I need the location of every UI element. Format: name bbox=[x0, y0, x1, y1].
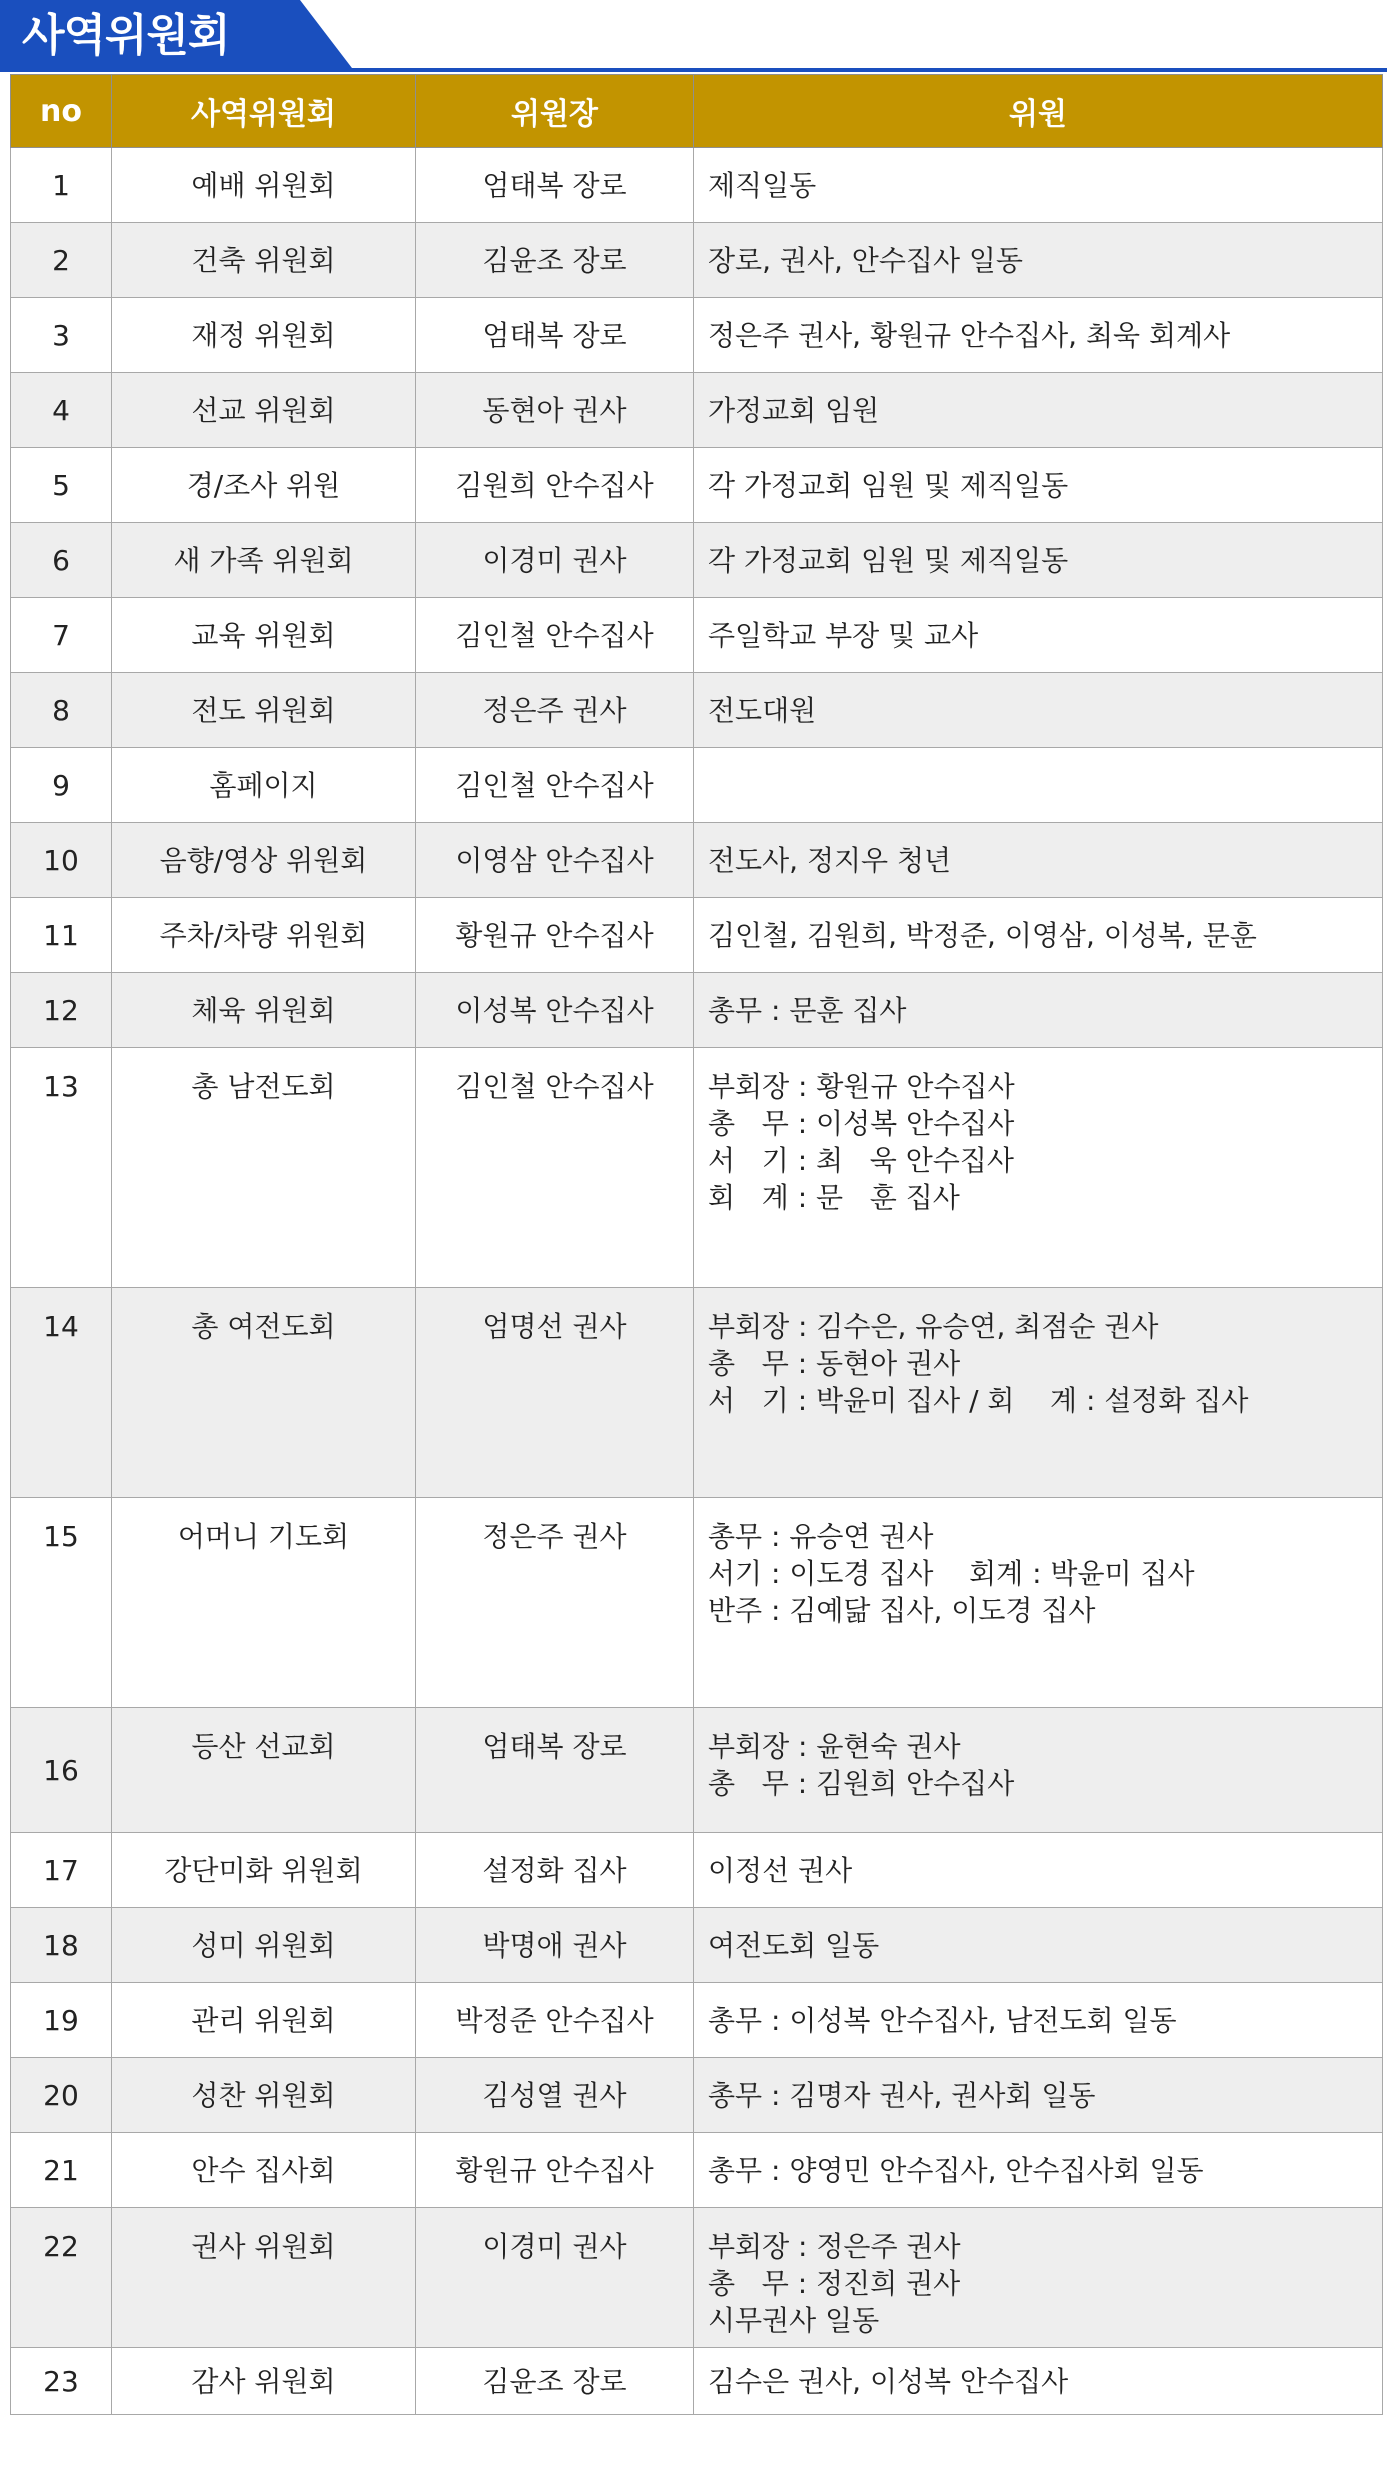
committee-name: 음향/영상 위원회 bbox=[112, 823, 416, 898]
chairperson: 김인철 안수집사 bbox=[416, 748, 694, 823]
row-number: 16 bbox=[11, 1708, 112, 1833]
members-cell bbox=[694, 223, 1383, 298]
member-line: 서 기 : 최 욱 안수집사 bbox=[708, 1144, 1014, 1177]
committee-name: 경/조사 위원 bbox=[112, 448, 416, 523]
committee-name: 총 남전도회 bbox=[112, 1048, 416, 1288]
committee-name: 새 가족 위원회 bbox=[112, 523, 416, 598]
chairperson: 엄태복 장로 bbox=[416, 1708, 694, 1833]
table-row bbox=[11, 748, 1383, 823]
member-line: 회 계 : 문 훈 집사 bbox=[708, 1181, 960, 1214]
members-cell bbox=[694, 448, 1383, 523]
member-line: 총무 : 문훈 집사 bbox=[708, 993, 907, 1027]
members-cell bbox=[694, 2208, 1383, 2348]
row-number: 17 bbox=[11, 1833, 112, 1908]
row-number: 5 bbox=[11, 448, 112, 523]
members-cell bbox=[694, 823, 1383, 898]
row-number: 3 bbox=[11, 298, 112, 373]
chairperson: 동현아 권사 bbox=[416, 373, 694, 448]
members-cell bbox=[694, 1498, 1383, 1708]
members-cell bbox=[694, 148, 1383, 223]
committee-name: 건축 위원회 bbox=[112, 223, 416, 298]
member-line: 총 무 : 이성복 안수집사 bbox=[708, 1107, 1015, 1140]
member-line: 총무 : 이성복 안수집사, 남전도회 일동 bbox=[708, 2003, 1177, 2037]
member-line: 서 기 : 박윤미 집사 / 회 계 : 설정화 집사 bbox=[708, 1384, 1249, 1417]
chairperson: 김인철 안수집사 bbox=[416, 1048, 694, 1288]
members-cell bbox=[694, 898, 1383, 973]
row-number: 21 bbox=[11, 2133, 112, 2208]
committee-table bbox=[10, 74, 1383, 2415]
row-number: 12 bbox=[11, 973, 112, 1048]
chairperson: 황원규 안수집사 bbox=[416, 2133, 694, 2208]
row-number: 13 bbox=[11, 1048, 112, 1288]
chairperson: 이영삼 안수집사 bbox=[416, 823, 694, 898]
row-number: 19 bbox=[11, 1983, 112, 2058]
members-cell bbox=[694, 2348, 1383, 2415]
table-row bbox=[11, 448, 1383, 523]
committee-name: 관리 위원회 bbox=[112, 1983, 416, 2058]
row-number: 14 bbox=[11, 1288, 112, 1498]
member-line: 총무 : 유승연 권사 bbox=[708, 1520, 934, 1553]
chairperson: 이경미 권사 bbox=[416, 523, 694, 598]
chairperson: 이경미 권사 bbox=[416, 2208, 694, 2348]
committee-name: 체육 위원회 bbox=[112, 973, 416, 1048]
member-line: 총무 : 김명자 권사, 권사회 일동 bbox=[708, 2078, 1096, 2112]
member-line: 총 무 : 동현아 권사 bbox=[708, 1347, 961, 1380]
table-row bbox=[11, 1833, 1383, 1908]
chairperson: 황원규 안수집사 bbox=[416, 898, 694, 973]
row-number: 11 bbox=[11, 898, 112, 973]
row-number: 8 bbox=[11, 673, 112, 748]
row-number: 10 bbox=[11, 823, 112, 898]
chairperson: 정은주 권사 bbox=[416, 673, 694, 748]
committee-name: 강단미화 위원회 bbox=[112, 1833, 416, 1908]
member-line: 장로, 권사, 안수집사 일동 bbox=[708, 243, 1023, 277]
member-line: 각 가정교회 임원 및 제직일동 bbox=[708, 543, 1069, 577]
member-line: 각 가정교회 임원 및 제직일동 bbox=[708, 468, 1069, 502]
chairperson: 엄태복 장로 bbox=[416, 298, 694, 373]
members-cell bbox=[694, 298, 1383, 373]
table-row bbox=[11, 523, 1383, 598]
members-cell bbox=[694, 973, 1383, 1048]
chairperson: 김원희 안수집사 bbox=[416, 448, 694, 523]
member-line: 총 무 : 정진희 권사 bbox=[708, 2267, 961, 2300]
committee-name: 총 여전도회 bbox=[112, 1288, 416, 1498]
table-row bbox=[11, 1498, 1383, 1708]
committee-name: 성미 위원회 bbox=[112, 1908, 416, 1983]
committee-name: 어머니 기도회 bbox=[112, 1498, 416, 1708]
member-line: 정은주 권사, 황원규 안수집사, 최욱 회계사 bbox=[708, 318, 1231, 352]
chairperson: 박명애 권사 bbox=[416, 1908, 694, 1983]
row-number: 20 bbox=[11, 2058, 112, 2133]
member-line: 이정선 권사 bbox=[708, 1853, 853, 1887]
members-cell bbox=[694, 373, 1383, 448]
member-line: 전도사, 정지우 청년 bbox=[708, 843, 952, 877]
committee-name: 성찬 위원회 bbox=[112, 2058, 416, 2133]
row-number: 7 bbox=[11, 598, 112, 673]
committee-name: 선교 위원회 bbox=[112, 373, 416, 448]
chairperson: 정은주 권사 bbox=[416, 1498, 694, 1708]
chairperson: 이성복 안수집사 bbox=[416, 973, 694, 1048]
chairperson: 설정화 집사 bbox=[416, 1833, 694, 1908]
row-number: 9 bbox=[11, 748, 112, 823]
table-row bbox=[11, 1708, 1383, 1833]
page-title: 사역위원회 bbox=[22, 10, 230, 61]
table-row bbox=[11, 898, 1383, 973]
member-line: 제직일동 bbox=[708, 168, 817, 202]
committee-name: 교육 위원회 bbox=[112, 598, 416, 673]
row-number: 22 bbox=[11, 2208, 112, 2348]
members-cell bbox=[694, 1048, 1383, 1288]
members-cell bbox=[694, 1708, 1383, 1833]
member-line: 주일학교 부장 및 교사 bbox=[708, 618, 979, 652]
table-row bbox=[11, 1048, 1383, 1288]
committee-name: 예배 위원회 bbox=[112, 148, 416, 223]
chairperson: 김성열 권사 bbox=[416, 2058, 694, 2133]
member-line: 김인철, 김원희, 박정준, 이영삼, 이성복, 문훈 bbox=[708, 918, 1257, 952]
committee-name: 전도 위원회 bbox=[112, 673, 416, 748]
member-line: 부회장 : 윤현숙 권사 bbox=[708, 1730, 961, 1763]
committee-name: 재정 위원회 bbox=[112, 298, 416, 373]
chairperson: 엄태복 장로 bbox=[416, 148, 694, 223]
member-line: 총무 : 양영민 안수집사, 안수집사회 일동 bbox=[708, 2153, 1204, 2187]
row-number: 18 bbox=[11, 1908, 112, 1983]
committee-name: 권사 위원회 bbox=[112, 2208, 416, 2348]
row-number: 2 bbox=[11, 223, 112, 298]
column-header-no: no bbox=[11, 75, 112, 148]
table-row bbox=[11, 298, 1383, 373]
members-cell bbox=[694, 523, 1383, 598]
member-line: 가정교회 임원 bbox=[708, 393, 880, 427]
member-line: 부회장 : 황원규 안수집사 bbox=[708, 1070, 1015, 1103]
member-line: 전도대원 bbox=[708, 693, 817, 727]
member-line: 부회장 : 김수은, 유승연, 최점순 권사 bbox=[708, 1310, 1159, 1343]
table-row bbox=[11, 2058, 1383, 2133]
member-line: 서기 : 이도경 집사 회계 : 박윤미 집사 bbox=[708, 1557, 1195, 1590]
member-line: 시무권사 일동 bbox=[708, 2304, 880, 2337]
column-header-committee: 사역위원회 bbox=[112, 75, 416, 148]
chairperson: 엄명선 권사 bbox=[416, 1288, 694, 1498]
table-row bbox=[11, 1288, 1383, 1498]
table-row bbox=[11, 1908, 1383, 1983]
table-row bbox=[11, 598, 1383, 673]
committee-name: 등산 선교회 bbox=[112, 1708, 416, 1833]
table-row bbox=[11, 223, 1383, 298]
row-number: 23 bbox=[11, 2348, 112, 2415]
row-number: 6 bbox=[11, 523, 112, 598]
member-line: 반주 : 김예닮 집사, 이도경 집사 bbox=[708, 1594, 1096, 1627]
section-banner bbox=[0, 0, 1387, 72]
member-line: 김수은 권사, 이성복 안수집사 bbox=[708, 2364, 1069, 2398]
table-row bbox=[11, 373, 1383, 448]
members-cell bbox=[694, 1908, 1383, 1983]
table-row bbox=[11, 2348, 1383, 2415]
member-line: 부회장 : 정은주 권사 bbox=[708, 2230, 961, 2263]
member-line: 여전도회 일동 bbox=[708, 1928, 880, 1962]
chairperson: 박정준 안수집사 bbox=[416, 1983, 694, 2058]
members-cell bbox=[694, 2133, 1383, 2208]
members-cell bbox=[694, 1983, 1383, 2058]
members-cell bbox=[694, 748, 1383, 823]
banner-underline bbox=[0, 68, 1387, 72]
members-cell bbox=[694, 2058, 1383, 2133]
committee-name: 주차/차량 위원회 bbox=[112, 898, 416, 973]
chairperson: 김윤조 장로 bbox=[416, 2348, 694, 2415]
table-row bbox=[11, 823, 1383, 898]
committee-name: 감사 위원회 bbox=[112, 2348, 416, 2415]
table-row bbox=[11, 148, 1383, 223]
member-line: 총 무 : 김원희 안수집사 bbox=[708, 1767, 1015, 1800]
members-cell bbox=[694, 673, 1383, 748]
chairperson: 김윤조 장로 bbox=[416, 223, 694, 298]
chairperson: 김인철 안수집사 bbox=[416, 598, 694, 673]
table-header-row bbox=[11, 75, 1383, 148]
row-number: 15 bbox=[11, 1498, 112, 1708]
members-cell bbox=[694, 1288, 1383, 1498]
committee-name: 홈페이지 bbox=[112, 748, 416, 823]
row-number: 1 bbox=[11, 148, 112, 223]
members-cell bbox=[694, 598, 1383, 673]
committee-name: 안수 집사회 bbox=[112, 2133, 416, 2208]
column-header-members: 위원 bbox=[694, 75, 1383, 148]
table-row bbox=[11, 1983, 1383, 2058]
members-cell bbox=[694, 1833, 1383, 1908]
column-header-chair: 위원장 bbox=[416, 75, 694, 148]
table-row bbox=[11, 2208, 1383, 2348]
row-number: 4 bbox=[11, 373, 112, 448]
table-row bbox=[11, 673, 1383, 748]
table-row bbox=[11, 2133, 1383, 2208]
table-row bbox=[11, 973, 1383, 1048]
